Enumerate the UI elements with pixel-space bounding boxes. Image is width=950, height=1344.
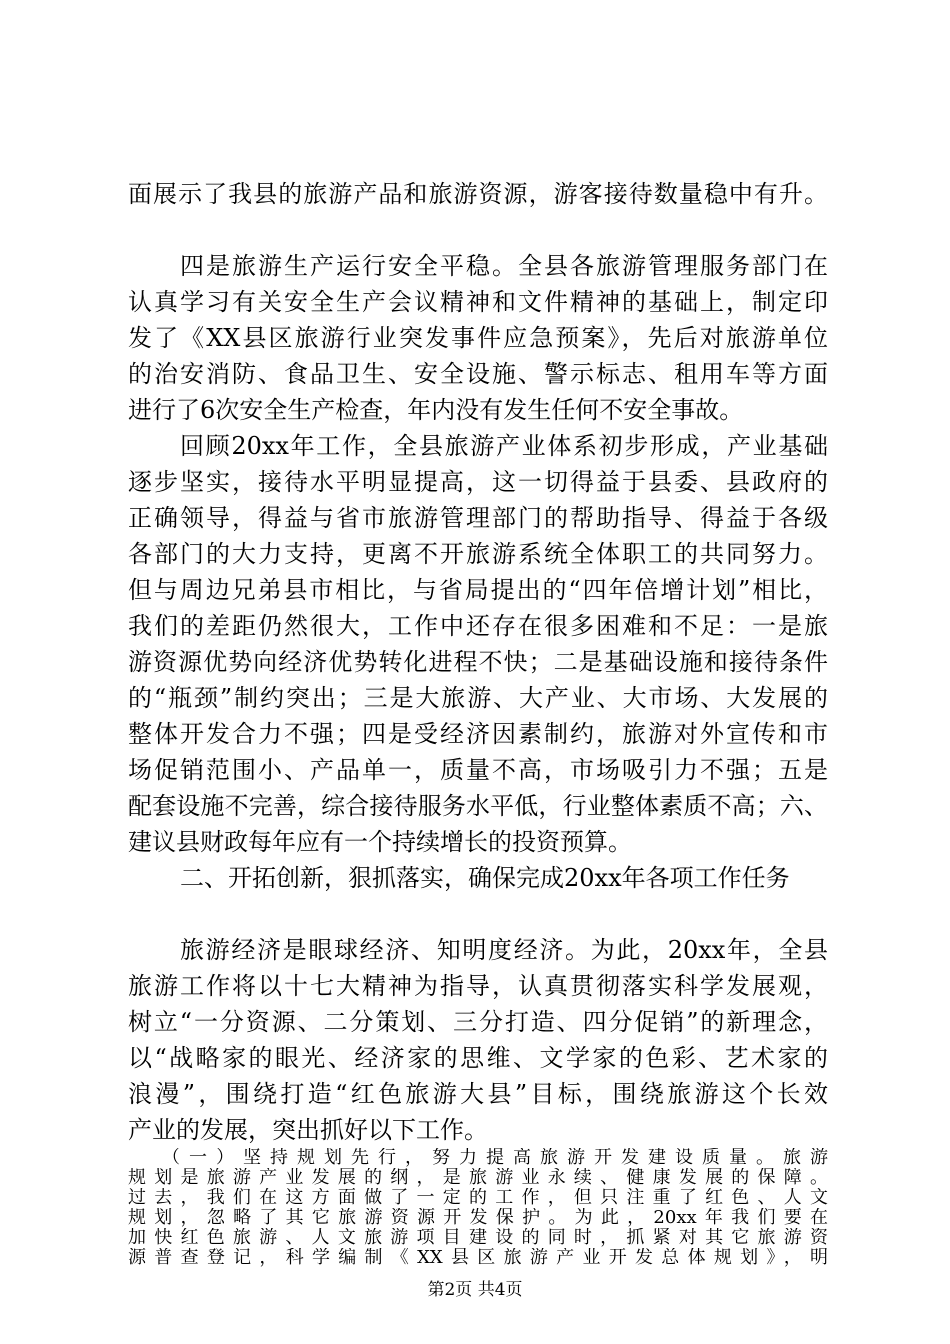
paragraph-line: 整体开发合力不强；四是受经济因素制约，旅游对外宣传和市 (128, 720, 828, 748)
paragraph-line: 进行了6次安全生产检查，年内没有发生任何不安全事故。 (128, 396, 744, 424)
paragraph-line: 我们的差距仍然很大，工作中还存在很多困难和不足：一是旅 (128, 612, 828, 640)
paragraph-line: 旅游工作将以十七大精神为指导，认真贯彻落实科学发展观， (128, 972, 828, 1000)
paragraph-line: 各部门的大力支持，更离不开旅游系统全体职工的共同努力。 (128, 540, 828, 568)
paragraph-line: 规划是旅游产业发展的纲，是旅游业永续、健康发展的保障。 (128, 1168, 828, 1188)
paragraph-line: 建议县财政每年应有一个持续增长的投资预算。 (128, 828, 632, 856)
paragraph-line: 过去，我们在这方面做了一定的工作，但只注重了红色、人文 (128, 1188, 828, 1208)
paragraph-line: 旅游经济是眼球经济、知明度经济。为此，20xx年，全县 (180, 936, 828, 964)
paragraph-line: 回顾20xx年工作，全县旅游产业体系初步形成，产业基础 (180, 432, 828, 460)
page-footer: 第2页 共4页 (427, 1280, 523, 1300)
paragraph-line: 四是旅游生产运行安全平稳。全县各旅游管理服务部门在 (180, 252, 828, 280)
paragraph-line: 发了《XX县区旅游行业突发事件应急预案》，先后对旅游单位 (128, 324, 828, 352)
paragraph-line: 的“瓶颈”制约突出；三是大旅游、大产业、大市场、大发展的 (128, 684, 828, 712)
paragraph-line: （一）坚持规划先行，努力提高旅游开发建设质量。旅游 (162, 1148, 828, 1168)
paragraph-line: 场促销范围小、产品单一，质量不高，市场吸引力不强；五是 (128, 756, 828, 784)
paragraph-line: 源普查登记，科学编制《XX县区旅游产业开发总体规划》，明 (128, 1248, 828, 1268)
paragraph-line: 正确领导，得益与省市旅游管理部门的帮助指导、得益于各级 (128, 504, 828, 532)
paragraph-line: 浪漫”，围绕打造“红色旅游大县”目标，围绕旅游这个长效 (128, 1080, 828, 1108)
paragraph-line: 规划，忽略了其它旅游资源开发保护。为此，20xx年我们要在 (128, 1208, 828, 1228)
paragraph-line: 但与周边兄弟县市相比，与省局提出的“四年倍增计划”相比， (128, 576, 828, 604)
paragraph-line: 树立“一分资源、二分策划、三分打造、四分促销”的新理念， (128, 1008, 828, 1036)
paragraph-line: 面展示了我县的旅游产品和旅游资源，游客接待数量稳中有升。 (128, 180, 828, 208)
paragraph-line: 配套设施不完善，综合接待服务水平低，行业整体素质不高；六、 (128, 792, 828, 820)
paragraph-line: 产业的发展，突出抓好以下工作。 (128, 1116, 488, 1144)
section-heading: 二、开拓创新，狠抓落实，确保完成20xx年各项工作任务 (180, 864, 790, 892)
paragraph-line: 以“战略家的眼光、经济家的思维、文学家的色彩、艺术家的 (128, 1044, 828, 1072)
paragraph-line: 的治安消防、食品卫生、安全设施、警示标志、租用车等方面 (128, 360, 828, 388)
paragraph-line: 逐步坚实，接待水平明显提高，这一切得益于县委、县政府的 (128, 468, 828, 496)
paragraph-line: 认真学习有关安全生产会议精神和文件精神的基础上，制定印 (128, 288, 828, 316)
paragraph-line: 游资源优势向经济优势转化进程不快；二是基础设施和接待条件 (128, 648, 828, 676)
paragraph-line: 加快红色旅游、人文旅游项目建设的同时，抓紧对其它旅游资 (128, 1228, 828, 1248)
